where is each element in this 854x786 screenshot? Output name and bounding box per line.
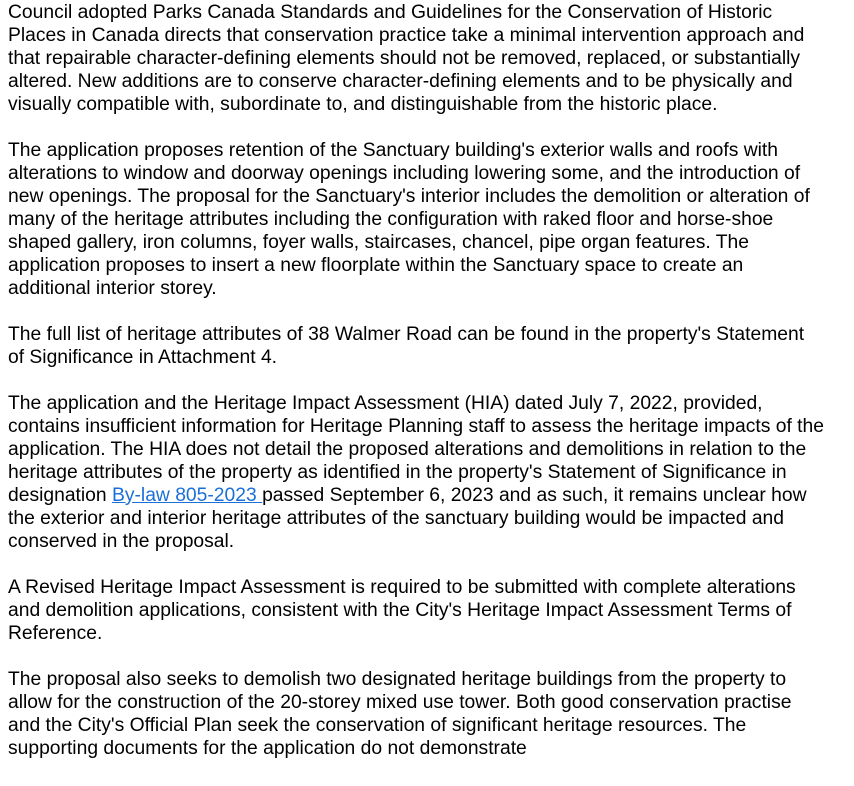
- paragraph-revised-hia-required: A Revised Heritage Impact Assessment is required to be submitted with complete alterations and demolition applications, consistent with the City's Heritage Impact Assessment Terms of Reference.: [8, 577, 796, 644]
- paragraph-application-retention: The application proposes retention of the Sanctuary building's exterior walls and roofs with alterations to window and doorway openings including lowering some, and the introduction of new openings. The proposal for the Sanctuary's interior includes the demolition or alteration of many of the heritage attributes including the configuration with raked floor and horse-shoe shaped gallery, iron columns, foyer walls, staircases, chancel, pipe organ features. The application proposes to insert a new floorplate within the Sanctuary space to create an additional interior storey.: [8, 140, 810, 299]
- paragraph-conservation-standards: Council adopted Parks Canada Standards and Guidelines for the Conservation of Historic Places in Canada directs that conservation practice take a minimal intervention approach and that repairable character-defining elements should not be removed, replaced, or substantially altered. New additions are to conserve character-defining elements and to be physically and visually compatible with, subordinate to, and distinguishable from the historic place.: [8, 2, 805, 115]
- hia-text-after-link: passed September 6, 2023 and as such, it remains unclear how the exterior and interior heritage attributes of the sanctuary building would be impacted and conserved in the proposal.: [8, 485, 807, 552]
- paragraph-heritage-attributes-list: The full list of heritage attributes of 38 Walmer Road can be found in the property's Statement of Significance in Attachment 4.: [8, 324, 805, 368]
- paragraph-demolish-heritage-buildings: The proposal also seeks to demolish two designated heritage buildings from the property to allow for the construction of the 20-storey mixed use tower. Both good conservation practise and the City's Official Plan seek the conservation of significant heritage resources. The supporting documents for the application do not demonstrate: [8, 669, 792, 759]
- document-page: [8, 1, 824, 760]
- hia-text-before-link: The application and the Heritage Impact Assessment (HIA) dated July 7, 2022, provided, contains insufficient information for Heritage Planning staff to assess the heritage impacts of the application. The HIA does not detail the proposed alterations and demolitions in relation to the heritage attributes of the property as identified in the property's Statement of Significance in designation: [8, 393, 824, 506]
- bylaw-805-2023-link[interactable]: By-law 805-2023: [112, 485, 263, 506]
- paragraph-hia-insufficient: [8, 392, 824, 553]
